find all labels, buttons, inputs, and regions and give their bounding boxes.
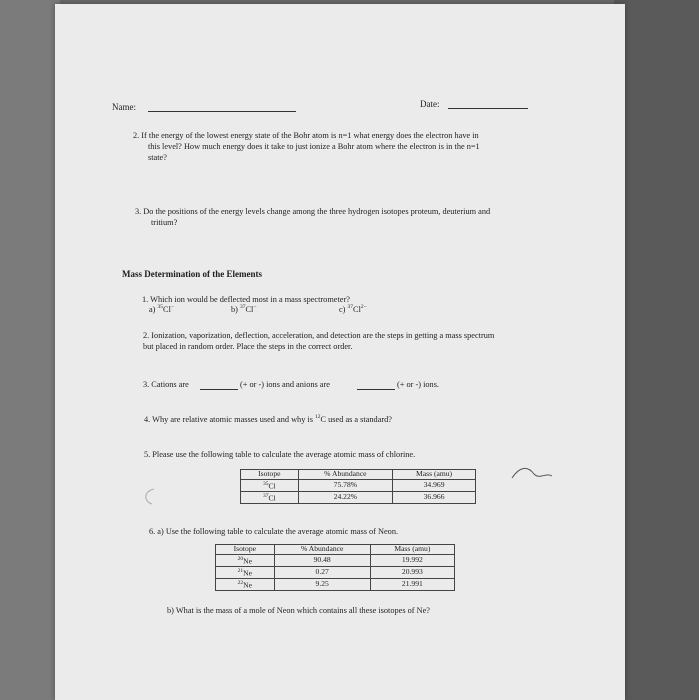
table-cell: 75.78% [298,479,392,491]
table-header: Mass (amu) [393,470,476,480]
table-header: % Abundance [298,470,392,480]
table-cell-isotope: $^{20}$Ne [216,554,275,566]
table-cell: 24.22% [298,491,392,503]
table-row [216,578,455,590]
table-cell-isotope: $^{21}$Ne [216,566,275,578]
background-left [0,0,60,700]
table-cell: 19.992 [370,554,454,566]
item4-question: 4. Why are relative atomic masses used and why is $^{12}$C used as a standard? [144,414,392,424]
table-cell-isotope: $^{35}$Cl [241,479,299,491]
table-cell: 20.993 [370,566,454,578]
table-cell: 21.991 [370,578,454,590]
table-cell: 36.966 [393,491,476,503]
faint-pencil-mark [140,487,160,507]
item1-option-b: b) $^{37}$Cl− [231,304,257,314]
table-cell: 34.969 [393,479,476,491]
item3-blank-1 [200,389,238,390]
table-row [216,545,455,555]
table-cell: 0.27 [274,566,370,578]
table-row [241,479,476,491]
q2-line1: 2. If the energy of the lowest energy state of the Bohr atom is n=1 what energy does the electron have in [133,131,479,140]
item2-line2: but placed in random order. Place the steps in the correct order. [143,342,353,351]
worksheet-page [55,4,625,700]
table-cell: 9.25 [274,578,370,590]
neon-table [215,544,455,591]
item3-anions: (+ or -) ions and anions are [240,380,330,389]
name-label: Name: [112,102,136,112]
name-line [148,111,296,112]
table-cell-isotope: $^{22}$Ne [216,578,275,590]
table-row [216,554,455,566]
table-header: Mass (amu) [370,545,454,555]
section-title: Mass Determination of the Elements [122,269,262,279]
q3-line2: tritium? [151,218,178,227]
table-header: Isotope [241,470,299,480]
date-label: Date: [420,99,440,109]
q3-line1: 3. Do the positions of the energy levels change among the three hydrogen isotopes proteum, deuterium and [135,207,491,216]
chlorine-table [240,469,476,504]
table-header: Isotope [216,545,275,555]
table-cell: 90.48 [274,554,370,566]
item1-question: 1. Which ion would be deflected most in a mass spectrometer? [142,295,350,304]
pen-squiggle-mark [510,464,555,484]
table-row [241,470,476,480]
item6b-question: b) What is the mass of a mole of Neon which contains all these isotopes of Ne? [167,606,430,615]
table-row [241,491,476,503]
table-header: % Abundance [274,545,370,555]
date-line [448,108,528,109]
item2-line1: 2. Ionization, vaporization, deflection, acceleration, and detection are the steps in getting a mass spectrum [143,331,495,340]
item6a-question: 6. a) Use the following table to calculate the average atomic mass of Neon. [149,527,399,536]
item1-option-a: a) $^{35}$Cl− [149,304,174,314]
q2-line2: this level? How much energy does it take to just ionize a Bohr atom where the electron is in the n=1 [148,142,480,151]
item3-cations: 3. Cations are [143,380,189,389]
item5-question: 5. Please use the following table to calculate the average atomic mass of chlorine. [144,450,416,459]
item3-blank-2 [357,389,395,390]
background-right [614,0,699,700]
item1-option-c: c) $^{37}Cl^{2-}$ [339,304,367,314]
table-cell-isotope: $^{37}$Cl [241,491,299,503]
item3-end: (+ or -) ions. [397,380,440,389]
table-row [216,566,455,578]
q2-line3: state? [148,153,167,162]
